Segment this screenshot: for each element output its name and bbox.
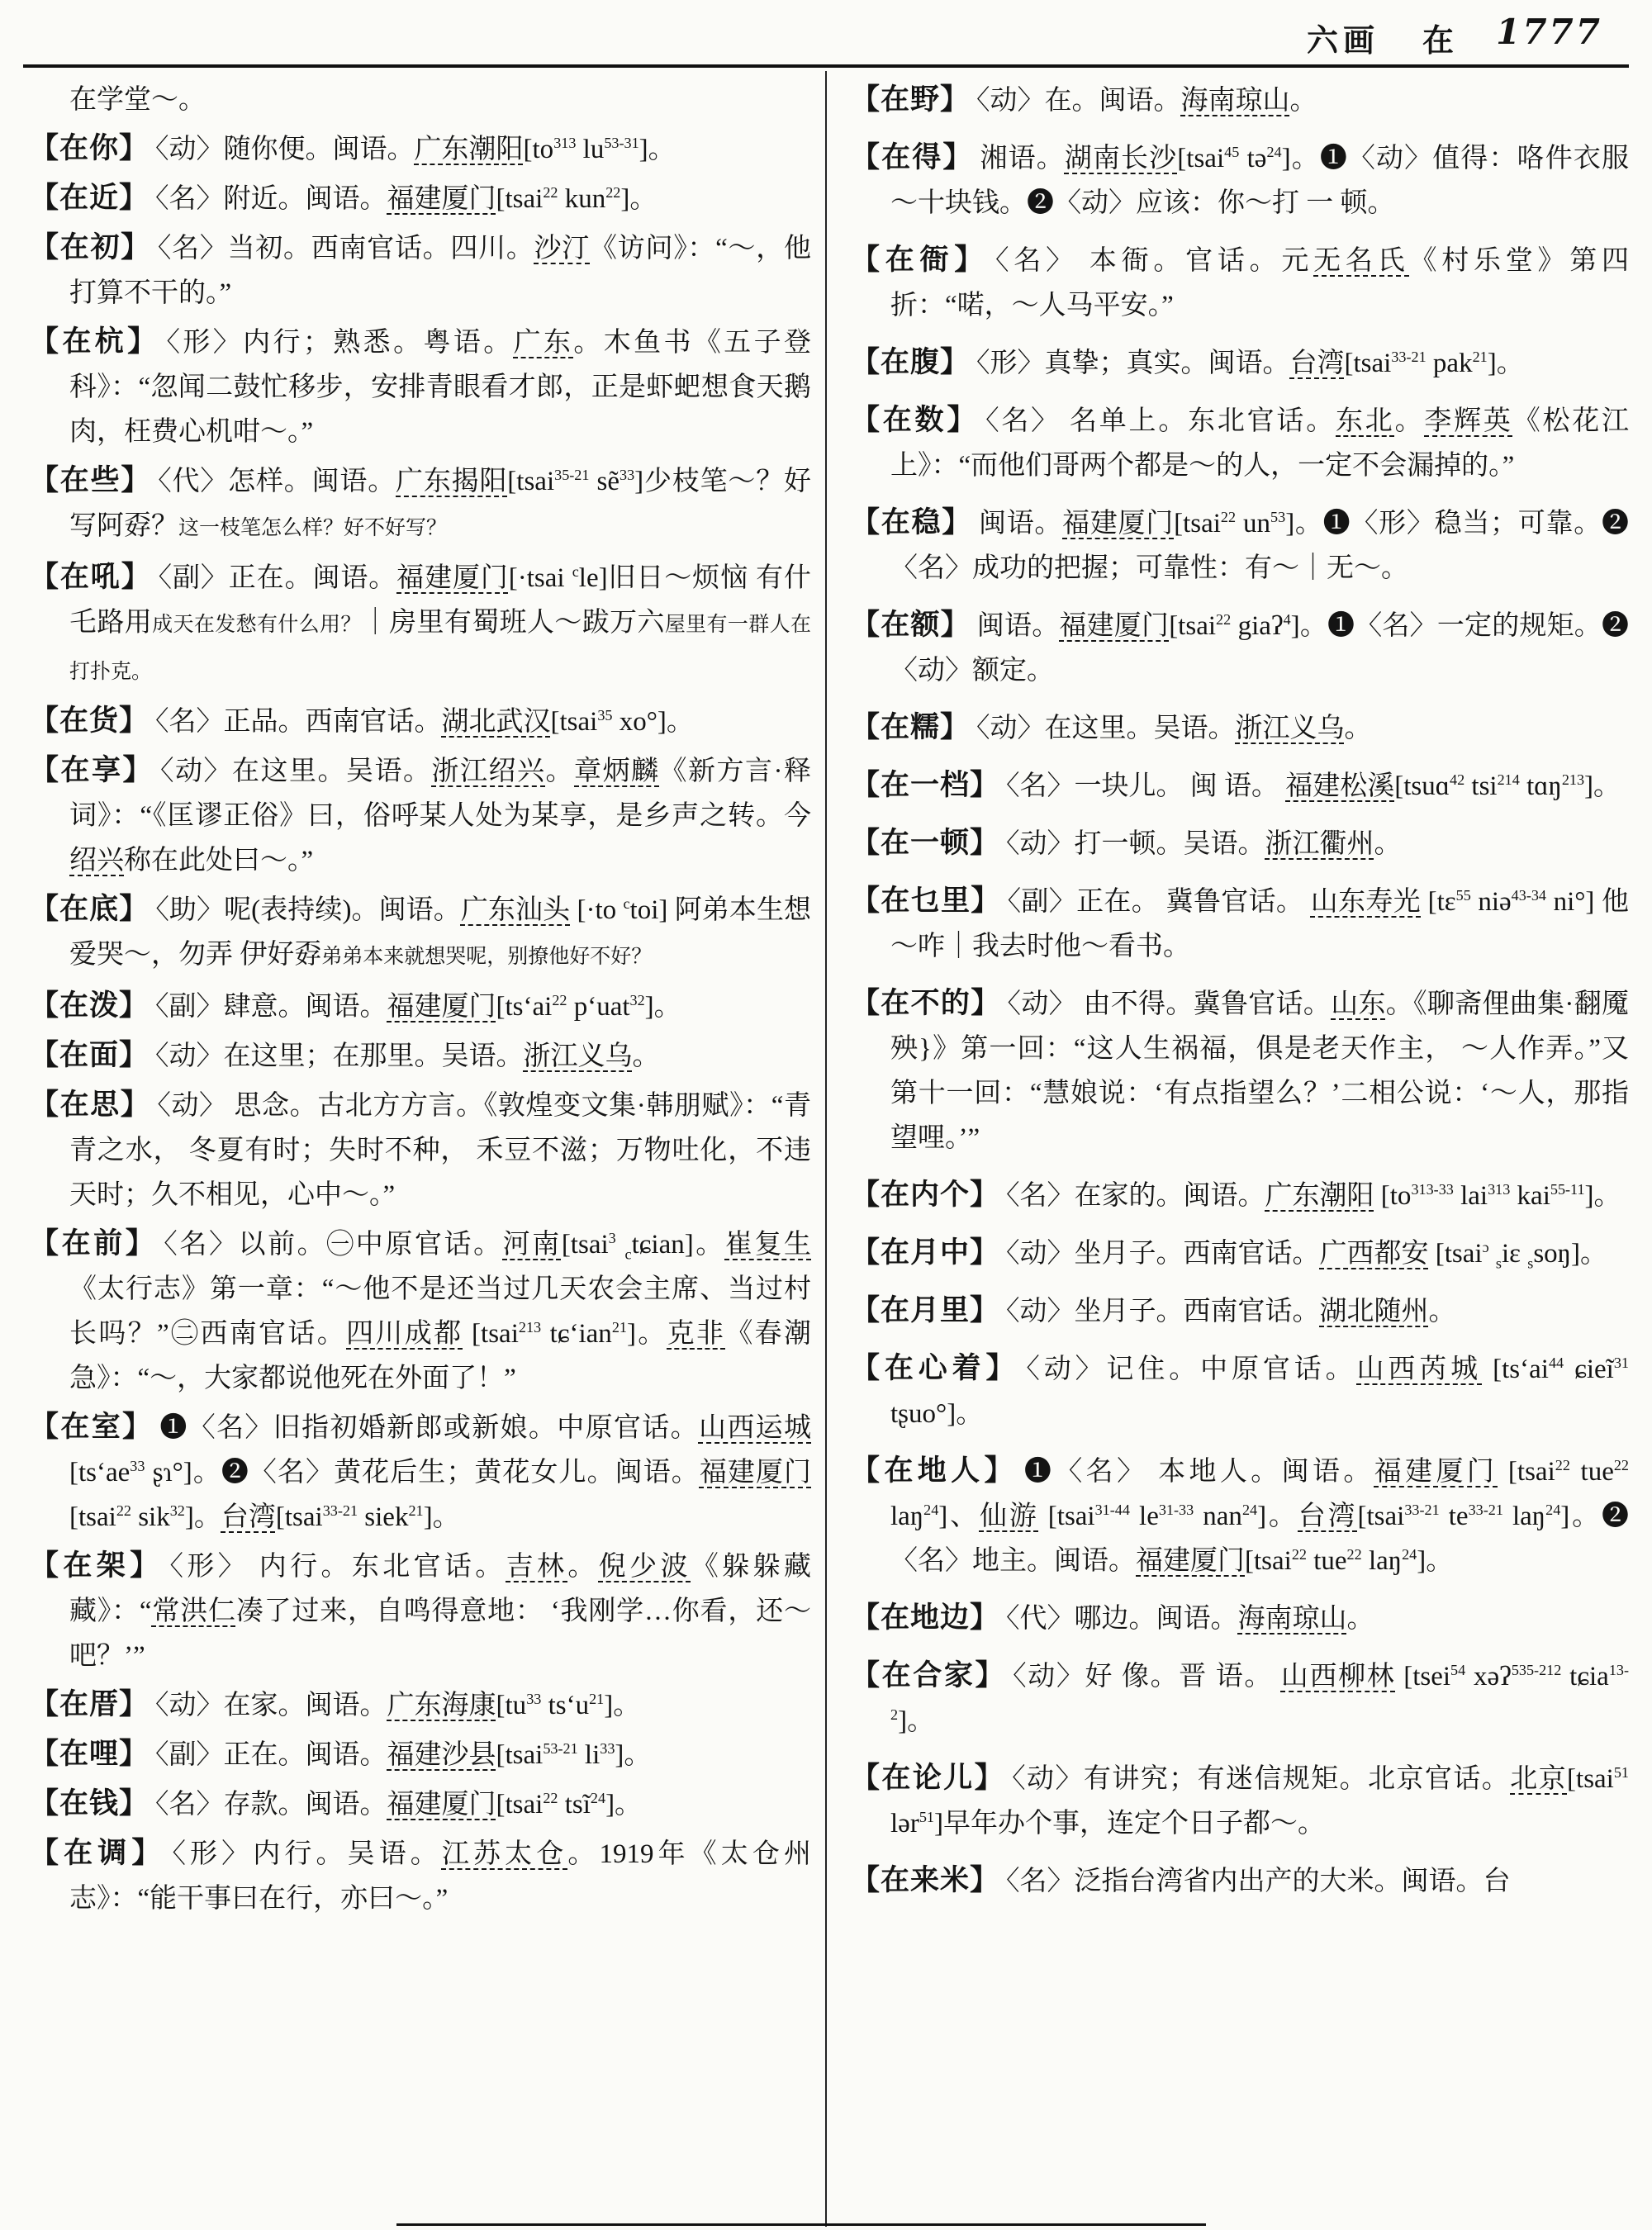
tone-mark: 22 [543,184,558,201]
dictionary-entry: 【在初】 〈名〉当初。西南官话。四川。沙汀《访问》：“～，他打算不干的。” [30,231,811,308]
tone-mark: 24 [923,1502,939,1518]
entry-headword: 【在哩】 [30,1738,150,1770]
tone-mark: 313 [1488,1181,1511,1198]
dictionary-entry: 【在杭】 〈形〉内行；熟悉。粤语。广东。木鱼书《五子登科》：“忽闻二鼓忙移步，安排青眼看才郎，正是虾蚆想食天鹅肉，枉费心机咁～。” [30,325,812,447]
proper-name: 广东汕头 [460,895,571,925]
tone-mark: 54 [1450,1662,1466,1678]
tone-mark: 213 [518,1319,542,1336]
proper-name: 吉林 [506,1552,568,1582]
tone-mark: 22 [1220,509,1237,525]
entry-headword: 【在来米】 [851,1864,1000,1896]
proper-name: 浙江义乌 [1235,714,1345,743]
tone-mark: 21 [611,1319,627,1336]
tone-mark: 44 [1548,1355,1564,1371]
entry-headword: 【在架】 [30,1549,164,1582]
entry-headword: 【在月中】 [851,1236,1000,1269]
proper-name: 山东 [1331,989,1386,1019]
dictionary-entry: 【在得】 湘语。湖南长沙[tsai$^{45}$ tə$^{24}$]。❶〈动〉值得：咯件衣服～十块钱。❷〈动〉应该：你～打 一 顿。 [851,141,1629,218]
tone-mark: 35-21 [554,467,590,483]
running-head [0,7,1652,64]
right-column [851,78,1629,1916]
tone-mark: 313-33 [1411,1181,1454,1198]
proper-name: 四川成都 [346,1319,463,1349]
dictionary-entry: 【在不的】 〈动〉 由不得。冀鲁官话。山东。《聊斋俚曲集·翻魇殃}》第一回：“这人生祸福，俱是老天作主， ～人作弄。”又第十一回：“慧娘说：‘有点指望么？’二相公说：‘～人，那指望哩。’” [851,987,1629,1153]
dictionary-entry: 【在月里】 〈动〉坐月子。西南官话。湖北随州。 [851,1294,1456,1326]
proper-name: 河南 [502,1230,562,1260]
entry-headword: 【在调】 [30,1837,166,1869]
entry-headword: 【在享】 [30,754,154,786]
dictionary-entry: 【在乜里】 〈副〉正在。 冀鲁官话。 山东寿光 [tɛ$^{55}$ niə$^{43-34}$ ni°] 他～咋｜我去时他～看书。 [851,885,1629,961]
entry-headword: 【在面】 [30,1039,150,1071]
entry-headword: 【在乜里】 [851,885,1001,917]
entry-headword: 【在地人】 [851,1454,1018,1487]
tone-mark: 33-21 [322,1502,358,1519]
tone-mark: 31-33 [1158,1502,1194,1518]
proper-name: 海南琼山 [1180,86,1290,116]
proper-name: 福建厦门 [387,992,496,1022]
proper-name: 广东海康 [387,1691,496,1720]
entry-headword: 【在吼】 [30,561,152,593]
dictionary-entry: 【在些】 〈代〉怎样。闽语。广东揭阳[tsai$^{35-21}$ sẽ$^{33}$]少枝笔～？好写阿孬？这一枝笔怎么样？好不好写？ [30,464,812,541]
tone-mark: 33-21 [1468,1502,1503,1518]
tone-mark: 213 [1561,771,1585,788]
dictionary-entry: 【在月中】 〈动〉坐月子。西南官话。广西都安 [tsai$^ɔ$ $_s$iɛ $_s$soŋ]。 [851,1236,1607,1272]
proper-name: 崔复生 [724,1230,812,1260]
tone-mark: 53-21 [543,1740,578,1757]
tone-mark: 22 [1291,1546,1307,1563]
dictionary-entry: 【在思】 〈动〉 思念。古北方方言。《敦煌变文集·韩朋赋》：“青青之水， 冬夏有时；失时不种， 禾豆不滋；万物吐化，不违天时；久不相见，心中～。” [30,1089,811,1210]
dictionary-entry: 【在内个】 〈名〉在家的。闽语。广东潮阳 [$to^{313-33}$ lai$^{313}$ kai$^{55-11}$]。 [851,1179,1621,1211]
tone-mark: 22 [1216,611,1232,628]
header-rule [23,64,1629,68]
tone-mark: 22 [1346,1546,1362,1563]
small-gloss: 这一枝笔怎么样？好不好写？ [178,517,448,539]
entry-headword: 【在思】 [30,1089,151,1121]
dictionary-entry: 【在货】 〈名〉正品。西南官话。湖北武汉[tsai$^{35}$ xo°]。 [30,705,694,737]
proper-name: 倪少波 [598,1552,691,1582]
tone-mark: 32 [169,1502,185,1519]
tone-mark: 24 [1266,144,1282,160]
entry-headword: 【在论儿】 [851,1762,1006,1794]
tone-mark: 13-2 [890,1662,1629,1723]
proper-name: 山西芮城 [1356,1355,1483,1384]
entry-headword: 【在室】 [30,1411,154,1443]
dictionary-entry: 【在面】 〈动〉在这里；在那里。吴语。浙江义乌。 [30,1039,660,1071]
tone-mark: 22 [116,1502,131,1519]
tone-mark: ɔ [1482,1239,1489,1255]
dictionary-entry: 【在一档】 〈名〉一块儿。 闽 语。 福建松溪[tsuɑ$^{42}$ tsi$^{214}$ tɑŋ$^{213}$]。 [851,769,1621,801]
tone-mark: 22 [605,184,621,201]
dictionary-entry: 【在一顿】 〈动〉打一顿。吴语。浙江衢州。 [851,827,1402,859]
proper-name: 福建厦门 [1062,509,1175,539]
proper-name: 山东寿光 [1310,887,1422,917]
dictionary-entry: 【在腹】 〈形〉真挚；真实。闽语。台湾[tsai$^{33-21}$ pak$^{21}$]。 [851,346,1524,378]
entry-headword: 【在心着】 [851,1352,1020,1384]
dictionary-entry: 【在哩】 〈副〉正在。闽语。福建沙县[tsai$^{53-21}$ $li^{33}$]。 [30,1738,652,1770]
proper-name: 浙江衢州 [1265,829,1374,859]
entry-headword: 【在数】 [851,404,980,436]
dictionary-entry: 【在野】 〈动〉在。闽语。海南琼山。 [851,83,1317,116]
entry-headword: 【在糯】 [851,711,971,743]
dictionary-entry: 【在近】 〈名〉附近。闽语。福建厦门[tsai$^{22}$ kun$^{22}$]。 [30,182,657,214]
tone-mark: 21 [589,1691,605,1707]
tone-mark: 24 [1402,1546,1417,1563]
proper-name: 沙汀 [534,234,591,263]
proper-name: 湖北随州 [1319,1297,1429,1326]
running-head-character: 在 [1422,24,1454,59]
dictionary-entry: 【在数】 〈名〉 名单上。东北官话。东北。李辉英《松花江上》：“而他们哥两个都是～的人，一定不会漏掉的。” [851,404,1630,481]
proper-name: 仙游 [979,1502,1039,1531]
running-head-section: 六画 [1306,24,1379,59]
entry-headword: 【在些】 [30,464,152,496]
proper-name: 广东潮阳 [414,135,524,164]
dictionary-entry: 【在你】 〈动〉随你便。闽语。广东潮阳[$to^{313}$ $lu^{53-31}$]。 [30,132,676,164]
tone-mark: 33-21 [1391,349,1427,365]
tone-mark: c [572,563,579,580]
dictionary-entry: 【在架】 〈形〉 内行。东北官话。吉林。倪少波《躲躲藏藏》：“常洪仁凑了过来，自鸣得意地： ‘我刚学…你看，还～吧？’” [30,1549,812,1671]
tone-mark: 33 [600,1740,615,1757]
entry-headword: 【在不的】 [851,987,1001,1019]
dictionary-entry: 【在地边】 〈代〉哪边。闽语。海南琼山。 [851,1601,1374,1634]
tone-mark: s [1527,1255,1534,1272]
entry-headword: 【在合家】 [851,1659,1007,1691]
tone-mark: 32 [629,992,645,1008]
tone-mark: c [624,1245,632,1263]
proper-name: 浙江义乌 [523,1041,633,1071]
entry-headword: 【在钱】 [30,1787,150,1820]
entry-headword: 【在腹】 [851,346,971,378]
tone-mark: 35 [597,707,613,724]
proper-name: 湖北武汉 [441,707,551,737]
proper-name: 克非 [667,1319,726,1349]
tone-mark: 24 [1545,1502,1561,1518]
proper-name: 湖南长沙 [1064,144,1178,173]
dictionary-entry: 【在底】 〈助〉呢(表持续)。闽语。广东汕头 [·to $^c$toi] 阿弟本生想爱哭～，勿弄 伊好孬弟弟本来就想哭呢，别撩他好不好？ [30,893,812,970]
page-bottom-rule [396,2223,1206,2226]
proper-name: 台湾 [221,1502,276,1532]
tone-mark: 42 [1450,771,1465,788]
entry-headword: 【在额】 [851,609,971,641]
tone-mark: 51 [1613,1764,1629,1781]
tone-mark: 33 [526,1691,542,1707]
dictionary-entry: 【在厝】 〈动〉在家。闽语。广东海康[$tu^{33}$ $ts‘u^{21}$]。 [30,1688,641,1720]
proper-name: 海南琼山 [1237,1604,1347,1634]
entry-headword: 【在稳】 [851,506,972,539]
proper-name: 北京 [1510,1764,1568,1794]
continuation-line: 在学堂～。 [69,85,206,115]
dictionary-entry: 【在吼】 〈副〉正在。闽语。福建厦门[·tsai $^c$le]旧日～烦恼 有什乇路用成天在发愁有什么用？｜房里有蜀班人～跋万六屋里有一群人在打扑克。 [30,561,812,683]
proper-name: 福建厦门 [1136,1546,1245,1576]
tone-mark: 4 [1283,611,1291,628]
tone-mark: 43-34 [1511,887,1546,904]
entry-headword: 【在野】 [851,83,971,116]
entry-headword: 【在地边】 [851,1601,1000,1634]
proper-name: 福建厦门 [387,184,496,214]
proper-name: 绍兴 [69,846,124,875]
proper-name: 山西柳林 [1280,1662,1396,1691]
entry-headword: 【在内个】 [851,1179,1000,1211]
proper-name: 福建厦门 [387,1790,496,1820]
tone-mark: 21 [408,1502,424,1519]
tone-mark: 31 [1613,1355,1629,1371]
dictionary-entry: 【在前】 〈名〉以前。㊀中原官话。河南[tsai$^3$ $_c$tɕian]。崔复生《太行志》第一章：“～他不是还当过几天农会主席、当过村长吗？”㊁西南官话。四川成都 [tsai$^{213}$ tɕ‘ian$^{21}$]。克非《春潮急》：“～，大家都说他死在外面了！” [30,1227,812,1393]
dictionary-entry: 【在论儿】 〈动〉有讲究；有迷信规矩。北京官话。北京[tsai$^{51}$ lər$^{51}$]早年办个事，连定个日子都～。 [851,1762,1629,1839]
tone-mark: 22 [1613,1457,1629,1473]
proper-name: 广东揭阳 [396,467,508,496]
dictionary-entry: 【在泼】 〈副〉肆意。闽语。福建厦门[$ts‘ai^{22}$ p‘uat$^{32}$]。 [30,989,681,1022]
tone-mark: 45 [1224,144,1240,160]
entry-headword: 【在泼】 [30,989,150,1022]
entry-headword: 【在底】 [30,893,150,925]
proper-name: 东北 [1336,406,1395,436]
tone-mark: s [1495,1255,1502,1272]
proper-name: 浙江绍兴 [431,757,546,786]
tone-mark: 535-212 [1511,1662,1562,1678]
entry-headword: 【在厝】 [30,1688,150,1720]
dictionary-entry: 【在调】 〈形〉内行。吴语。江苏太仓。1919年《太仓州志》：“能干事曰在行，亦曰～。” [30,1837,812,1914]
page-number: 1777 [1496,12,1602,52]
small-gloss: 屋里有一群人在打扑克。 [69,614,812,683]
proper-name: 李辉英 [1424,406,1513,436]
tone-mark: 24 [590,1790,606,1806]
dictionary-entry: 【在心着】 〈动〉记住。中原官话。山西芮城 [$ts‘ai^{44}$ ɕieĩ$^{31}$ tʂuo°]。 [851,1352,1629,1429]
proper-name: 福建厦门 [699,1458,811,1487]
proper-name: 福建厦门 [396,563,509,593]
tone-mark: 22 [552,992,567,1008]
entry-headword: 【在得】 [851,141,974,173]
dictionary-entry: 【在稳】 闽语。福建厦门[tsai$^{22}$ $un^{53}$]。❶〈形〉稳当；可靠。❷〈名〉成功的把握；可靠性：有～｜无～。 [851,506,1629,583]
tone-mark: 22 [543,1790,558,1806]
dictionary-entry: 【在额】 闽语。福建厦门[tsai$^{22}$ giaʔ$^4$]。❶〈名〉一定的规矩。❷〈动〉额定。 [851,609,1630,686]
proper-name: 章炳麟 [574,757,660,786]
tone-mark: 53-31 [604,135,639,151]
proper-name: 福建沙县 [387,1740,496,1770]
small-gloss: 成天在发愁有什么用？ [152,614,362,636]
proper-name: 广东 [513,328,574,358]
dictionary-entry: 【在衙】 〈名〉 本衙。官话。元无名氏《村乐堂》第四折：“喏，～人马平安。” [851,244,1629,320]
tone-mark: 313 [553,135,577,151]
tone-mark: 53 [1270,509,1286,525]
tone-mark: 21 [1472,349,1488,365]
tone-mark: 31-44 [1094,1502,1130,1518]
dictionary-entry: 【在合家】 〈动〉好 像。晋 语。 山西柳林 [tsei$^{54}$ xəʔ$^{535-212}$ tɕia$^{13-2}$]。 [851,1659,1629,1736]
small-gloss: 弟弟本来就想哭呢，别撩他好不好？ [321,946,653,968]
tone-mark: 214 [1497,771,1520,788]
column-divider-rule [825,71,827,2227]
proper-name: 无名氏 [1313,246,1410,276]
entry-headword: 【在你】 [30,132,150,164]
entry-headword: 【在初】 [30,231,151,263]
proper-name: 常洪仁 [151,1597,236,1626]
tone-mark: 33-21 [1404,1502,1440,1518]
proper-name: 山西运城 [698,1413,812,1443]
entry-headword: 【在一顿】 [851,827,1000,859]
entry-headword: 【在前】 [30,1227,158,1260]
tone-mark: 55 [1455,887,1471,904]
entry-headword: 【在月里】 [851,1294,1000,1326]
tone-mark: 24 [1241,1502,1258,1518]
proper-name: 广西都安 [1319,1239,1429,1269]
dictionary-entry: 【在钱】 〈名〉存款。闽语。福建厦门[tsai$^{22}$ tsĩ$^{24}$]。 [30,1787,643,1820]
entry-headword: 【在杭】 [30,325,160,358]
proper-name: 台湾 [1298,1502,1358,1531]
proper-name: 福建厦门 [1374,1457,1498,1487]
proper-name: 江苏太仓 [441,1839,568,1869]
proper-name: 广东潮阳 [1265,1181,1374,1211]
tone-mark: 33 [130,1458,145,1474]
tone-mark: 51 [919,1809,934,1825]
entry-headword: 【在近】 [30,182,150,214]
dictionary-entry: 【在来米】 〈名〉泛指台湾省内出产的大米。闽语。台 [851,1864,1511,1896]
tone-mark: 22 [1555,1457,1570,1473]
entry-headword: 【在货】 [30,705,150,737]
proper-name: 福建厦门 [1059,611,1170,641]
tone-mark: 3 [608,1230,616,1246]
dictionary-entry: 【在地人】 ❶〈名〉 本地人。闽语。福建厦门 [tsai$^{22}$ tue$^{22}$ laŋ$^{24}$]、仙游 [tsai$^{31-44}$ $le^{31-33}$ nan$^{24}$]。台湾[tsai$^{33-21}$ $te^{33-21}$ laŋ$^{24}$]。❷〈名〉地主。闽语。福建厦门[tsai$^{22}$ tue$^{22}$ laŋ$^{24}$]。 [851,1454,1629,1576]
proper-name: 台湾 [1289,349,1345,378]
entry-headword: 【在衙】 [851,244,990,276]
tone-mark: 55-11 [1550,1181,1585,1198]
proper-name: 福建松溪 [1285,771,1395,801]
tone-mark: 33 [620,467,635,483]
left-column [30,78,811,1925]
entry-headword: 【在一档】 [851,769,1000,801]
dictionary-entry: 【在糯】 〈动〉在这里。吴语。浙江义乌。 [851,711,1372,743]
tone-mark: c [623,895,630,912]
dictionary-entry: 【在享】 〈动〉在这里。吴语。浙江绍兴。章炳麟《新方言·释词》：“《匡谬正俗》曰，俗呼某人处为某享，是乡声之转。今绍兴称在此处曰～。” [30,754,811,875]
dictionary-entry: 【在室】 ❶〈名〉旧指初婚新郎或新娘。中原官话。山西运城[$ts‘ae^{33}$ ʂɿ°]。❷〈名〉黄花后生；黄花女儿。闽语。福建厦门[tsai$^{22}$ sik$^{32}$]。台湾[tsai$^{33-21}$ siek$^{21}$]。 [30,1411,812,1532]
